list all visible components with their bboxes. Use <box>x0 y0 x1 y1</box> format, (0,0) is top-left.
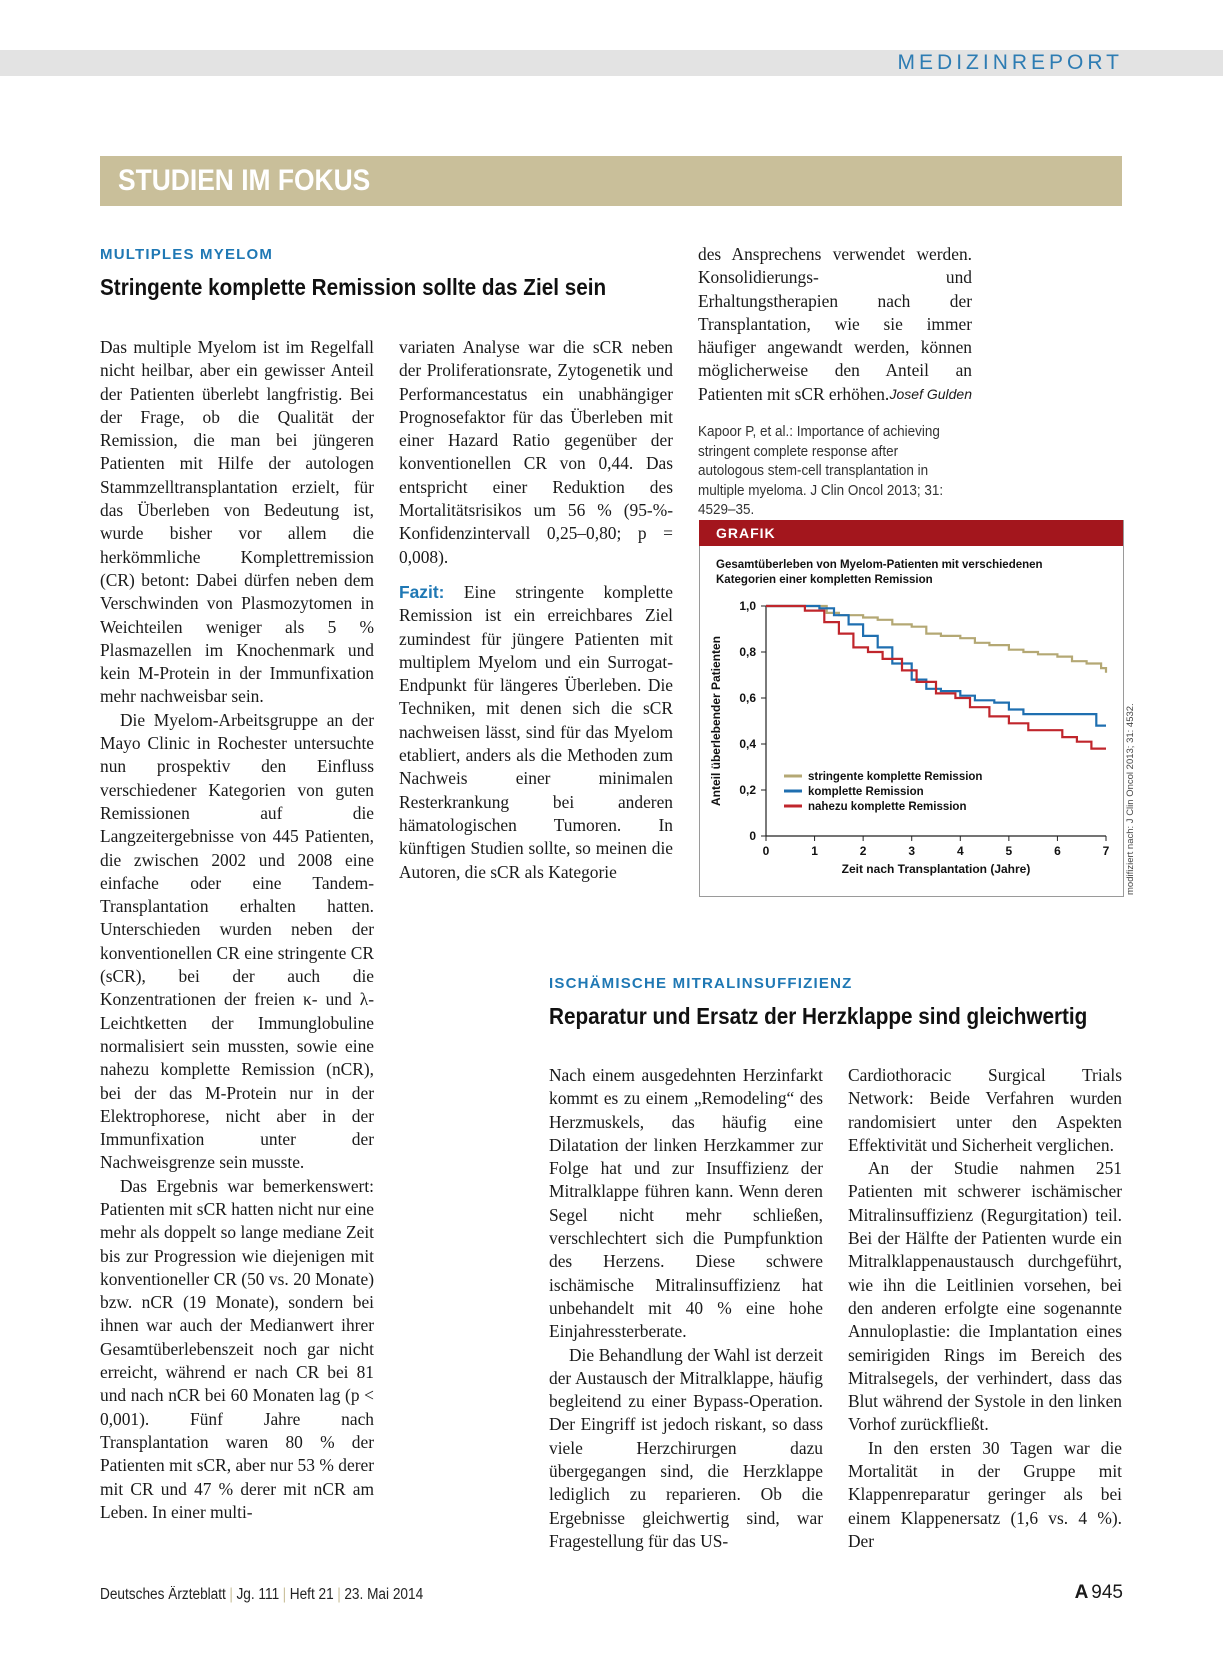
legend-label: komplette Remission <box>808 786 924 798</box>
legend-label: stringente komplette Remission <box>808 771 983 783</box>
x-axis-label: Zeit nach Transplantation (Jahre) <box>841 862 1031 876</box>
y-axis-label: Anteil überlebender Patienten <box>709 635 723 807</box>
section-label: MEDIZINREPORT <box>897 51 1123 74</box>
y-tick-label: 0,6 <box>739 691 756 705</box>
x-tick-label: 3 <box>908 844 916 858</box>
figure-credit: modifiziert nach: J Clin Oncol 2013; 31: 4532. <box>1125 703 1136 895</box>
date: 23. Mai 2014 <box>344 1586 424 1603</box>
article1-title: Stringente komplette Remission sollte das Ziel sein <box>100 274 607 300</box>
article2-kicker: ISCHÄMISCHE MITRALINSUFFIZIENZ <box>549 975 853 992</box>
x-tick-label: 1 <box>811 844 818 858</box>
paragraph: Die Myelom-Arbeitsgruppe an der Mayo Clinic in Rochester untersuchte nun prospektiv den Einfluss verschiedener Kategorien von guten Remissionen auf die Langzeitergebnisse von 445 Patienten, die zwischen 2002 und 2008 eine einfache oder eine Tandem-Transplantation erhalten hatten. Unterschieden wurden neben der konventionellen CR eine stringente CR (sCR), bei der auch die Konzentrationen der freien κ- und λ-Leichtketten der Immunglobuline normalisiert sein mussten, sowie eine nahezu komplette Remission (nCR), bei der das M-Protein nur in der Elektrophorese, nicht aber in der Immunfixation unter der Nachweisgrenze sein musste. <box>100 709 374 1173</box>
x-tick-label: 7 <box>1102 844 1110 858</box>
paragraph: Das Ergebnis war bemerkenswert: Patienten mit sCR hatten nicht nur eine mehr als doppelt so lange mediane Zeit bis zur Progression wie diejenigen mit konventioneller CR (50 vs. 20 Monate) bzw. nCR (19 Monate), sondern bei ihnen war auch der Medianwert ihrer Gesamtüberlebenszeit noch gar nicht erreicht, während er nach CR bei 81 und nach nCR bei 60 Monaten lag (p < 0,001). Fünf Jahre nach Transplantation waren 80 % der Patienten mit sCR, aber nur 53 % derer mit CR und 47 % derer mit nCR am Leben. In einer multi- <box>100 1175 374 1522</box>
fazit-label: Fazit: <box>399 581 445 602</box>
y-tick-label: 0,2 <box>739 783 756 797</box>
reference: Kapoor P, et al.: Importance of achieving stringent complete response after autologous stem-cell transplantation in multiple myeloma. J Clin Oncol 2013; 31: 4529–35. <box>698 424 944 518</box>
article2-column-2 <box>848 1064 1122 1553</box>
paragraph-text: des Ansprechens verwendet werden. Konsolidierungs- und Erhaltungstherapien nach der Transplantation, wie sie immer häufiger angewandt werden, können möglicherweise den Anteil an Patienten mit sCR erhöhen. <box>698 244 972 404</box>
page-number-value: 945 <box>1091 1582 1123 1603</box>
paragraph <box>698 243 972 406</box>
y-tick-label: 0 <box>749 829 756 843</box>
legend-label: nahezu komplette Remission <box>808 801 967 813</box>
page-number <box>1075 1582 1123 1604</box>
article2-column-1 <box>549 1064 823 1553</box>
journal-name: Deutsches Ärzteblatt <box>100 1586 226 1603</box>
article1-kicker: MULTIPLES MYELOM <box>100 246 274 263</box>
series-line <box>766 606 1106 749</box>
y-tick-label: 0,8 <box>739 645 756 659</box>
x-tick-label: 2 <box>859 844 867 858</box>
figure-label: GRAFIK <box>716 525 776 541</box>
article1-column-2 <box>399 336 673 884</box>
footer-citation: Deutsches Ärzteblatt | Jg. 111 | Heft 21 | 23. Mai 2014 <box>100 1586 424 1603</box>
article1-column-3 <box>698 243 972 406</box>
y-tick-label: 1,0 <box>739 599 756 613</box>
volume: Jg. 111 <box>236 1586 280 1603</box>
paragraph: In den ersten 30 Tagen war die Mortalität in der Gruppe mit Klappenreparatur geringer als bei einem Klappenersatz (1,6 vs. 4 %). Der <box>848 1437 1122 1551</box>
banner-title: STUDIEN IM FOKUS <box>118 164 371 197</box>
issue: Heft 21 <box>289 1586 334 1603</box>
x-tick-label: 0 <box>762 844 770 858</box>
paragraph: Die Behandlung der Wahl ist derzeit der Austausch der Mitralklappe, häufig begleitend zu einer Bypass-Operation. Der Eingriff ist jedoch riskant, so dass viele Herzchirurgen dazu übergegangen sind, die Herzklappe lediglich zu reparieren. Ob die Ergebnisse gleichwertig sind, war Fragestellung für das US- <box>549 1344 823 1551</box>
paragraph: Nach einem ausgedehnten Herzinfarkt kommt es zu einem „Remodeling“ des Herzmuskels, das häufig eine Dilatation der linken Herzkammer zur Folge hat und zur Insuffizienz der Mitralklappe führen kann. Wenn deren Segel nicht mehr schließen, verschlechtert sich die Pumpfunktion des Herzens. Diese schwere ischämische Mitralinsuffizienz hat unbehandelt mit 40 % eine hohe Einjahressterberate. <box>549 1065 823 1342</box>
x-tick-label: 6 <box>1054 844 1061 858</box>
paragraph: An der Studie nahmen 251 Patienten mit schwerer ischämischer Mitralinsuffizienz (Regurgitation) teil. Bei der Hälfte der Patienten wurde ein Mitralklappenaustausch durchgeführt, wie ihn die Leitlinien vorsehen, bei den anderen erfolgte eine sogenannte Annuloplastie: die Implantation eines semirigiden Rings im Bereich des Mitralsegels, der verhindert, dass das Blut während der Systole in den linken Vorhof zurückfließt. <box>848 1158 1122 1435</box>
article2-title: Reparatur und Ersatz der Herzklappe sind gleichwertig <box>549 1003 1088 1029</box>
paragraph: Das multiple Myelom ist im Regelfall nicht heilbar, aber ein gewisser Anteil der Patienten überlebt langfristig. Bei der Frage, ob die Qualität der Remission, die man bei jüngeren Patienten mit Hilfe der autologen Stammzelltransplantation erzielt, für das Überleben von Bedeutung ist, wurde bisher vor allem die herkömmliche Komplettremission (CR) betont: Dabei dürfen neben dem Verschwinden von Plasmozytomen in Weichteilen weniger als 5 % Plasmazellen im Knochenmark und kein M-Protein in der Immunfixation mehr nachweisbar sein. <box>100 337 374 707</box>
article1-column-1 <box>100 336 374 1524</box>
chart-title: Kategorien einer kompletten Remission <box>716 574 933 586</box>
series-line <box>766 606 1106 726</box>
page-prefix: A <box>1074 1582 1089 1603</box>
paragraph: Cardiothoracic Surgical Trials Network: Beide Verfahren wurden randomisiert unter den Aspekten Effektivität und Sicherheit verglichen. <box>848 1065 1122 1155</box>
x-tick-label: 4 <box>956 844 964 858</box>
paragraph: variaten Analyse war die sCR neben der Proliferationsrate, Zytogenetik und Performancestatus ein unabhängiger Prognosefaktor für das Überleben mit einer Hazard Ratio gegenüber der konventionellen CR von 0,44. Das entspricht einer Reduktion des Mortalitätsrisikos um 56 % (95-%-Konfidenzintervall 0,25–0,80; p = 0,008). <box>399 337 673 567</box>
fazit-paragraph <box>399 581 673 884</box>
fazit-text: Eine stringente komplette Remission ist ein erreichbares Ziel zumindest für jüngere Patienten mit multiplem Myelom und ein Surrogat-Endpunkt für längeres Überleben. Die Techniken, mit denen sich die sCR nachweisen lässt, sind für das Myelom etabliert, anders als die Methoden zum Nachweis einer minimalen Resterkrankung bei anderen hämatologischen Tumoren. In künftigen Studien sollte, so meinen die Autoren, die sCR als Kategorie <box>399 581 673 882</box>
y-tick-label: 0,4 <box>739 737 756 751</box>
author: Josef Gulden <box>889 385 972 402</box>
x-tick-label: 5 <box>1005 844 1013 858</box>
chart-title: Gesamtüberleben von Myelom-Patienten mit verschiedenen <box>716 559 1043 571</box>
survival-chart <box>700 547 1122 894</box>
series-line <box>766 606 1106 673</box>
